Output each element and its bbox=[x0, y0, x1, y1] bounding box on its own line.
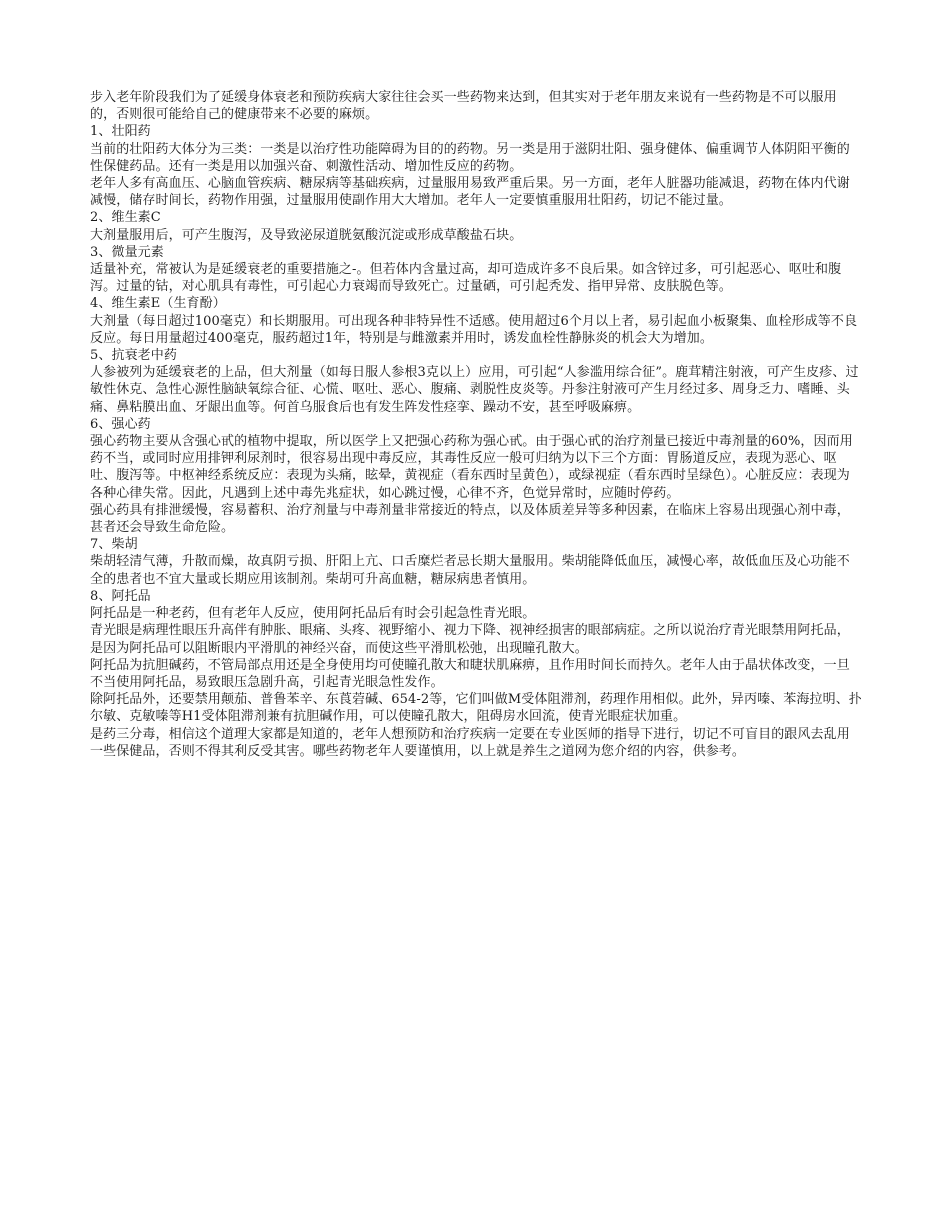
section-heading-aphrodisiacs: 1、壮阳药 bbox=[90, 124, 151, 140]
section-paragraph: 柴胡轻清气薄，升散而燥，故真阴亏损、肝阳上亢、口舌糜烂者忌长期大量服用。柴胡能降低血压，减慢心率，故低血压及心功能不全的患者也不宜大量或长期应用该制剂。柴胡可升高血糖，糖尿病患者慎用。 bbox=[90, 554, 850, 587]
section-heading-atropine: 8、阿托品 bbox=[90, 588, 151, 604]
section-paragraph: 强心药物主要从含强心甙的植物中提取，所以医学上又把强心药称为强心甙。由于强心甙的治疗剂量已接近中毒剂量的60%，因而用药不当，或同时应用排钾利尿剂时，很容易出现中毒反应，其毒性反应一般可归纳为以下三个方面：胃肠道反应，表现为恶心、呕吐、腹泻等。中枢神经系统反应：表现为头痛，眩晕，黄视症（看东西时呈黄色），或绿视症（看东西时呈绿色）。心脏反应：表现为各种心律失常。因此，凡遇到上述中毒先兆症状，如心跳过慢，心律不齐，色觉异常时，应随时停药。 bbox=[90, 434, 853, 501]
section-paragraph: 阿托品是一种老药，但有老年人反应，使用阿托品后有时会引起急性青光眼。 bbox=[90, 606, 536, 622]
section-heading-vitamin-e: 4、维生素E（生育酚） bbox=[90, 296, 226, 312]
section-paragraph: 人参被列为延缓衰老的上品，但大剂量（如每日服人参根3克以上）应用，可引起“人参滥用综合征”。鹿茸精注射液，可产生皮疹、过敏性休克、急性心源性脑缺氧综合征、心慌、呕吐、恶心、腹痛、剥脱性皮炎等。丹参注射液可产生月经过多、周身乏力、嗜睡、头痛、鼻粘膜出血、牙龈出血等。何首乌服食后也有发生阵发性痉挛、躁动不安，甚至呼吸麻痹。 bbox=[90, 365, 859, 415]
section-paragraph: 适量补充，常被认为是延缓衰老的重要措施之-。但若体内含量过高，却可造成许多不良后果。如含锌过多，可引起恶心、呕吐和腹泻。过量的钴，对心肌具有毒性，可引起心力衰竭而导致死亡。过量硒，可引起秃发、指甲异常、皮肤脱色等。 bbox=[90, 262, 842, 295]
section-paragraph: 老年人多有高血压、心脑血管疾病、糖尿病等基础疾病，过量服用易致严重后果。另一方面，老年人脏器功能减退，药物在体内代谢减慢，储存时间长，药物作用强，过量服用使副作用大大增加。老年人一定要慎重服用壮阳药，切记不能过量。 bbox=[90, 176, 850, 209]
section-paragraph: 强心药具有排泄缓慢，容易蓄积、治疗剂量与中毒剂量非常接近的特点，以及体质差异等多种因素，在临床上容易出现强心剂中毒，甚者还会导致生命危险。 bbox=[90, 502, 850, 536]
section-paragraph: 青光眼是病理性眼压升高伴有肿胀、眼痛、头疼、视野缩小、视力下降、视神经损害的眼部病症。之所以说治疗青光眼禁用阿托品，是因为阿托品可以阻断眼内平滑肌的神经兴奋，而使这些平滑肌松弛，出现瞳孔散大。 bbox=[90, 623, 850, 656]
section-heading-anti-aging-herbs: 5、抗衰老中药 bbox=[90, 348, 177, 364]
outro-paragraph: 是药三分毒，相信这个道理大家都是知道的，老年人想预防和治疗疾病一定要在专业医师的指导下进行，切记不可盲目的跟风去乱用一些保健品，否则不得其利反受其害。哪些药物老年人要谨慎用，以上就是养生之道网为您介绍的内容，供参考。 bbox=[90, 726, 850, 759]
section-paragraph: 大剂量服用后，可产生腹泻，及导致泌尿道胱氨酸沉淀或形成草酸盐石块。 bbox=[90, 227, 523, 243]
section-heading-cardiotonics: 6、强心药 bbox=[90, 416, 151, 432]
article-body bbox=[90, 89, 862, 760]
section-heading-trace-elements: 3、微量元素 bbox=[90, 244, 164, 260]
section-paragraph: 阿托品为抗胆碱药，不管局部点用还是全身使用均可使瞳孔散大和睫状肌麻痹，且作用时间长而持久。老年人由于晶状体改变，一旦不当使用阿托品，易致眼压急剧升高，引起青光眼急性发作。 bbox=[90, 657, 850, 690]
section-heading-vitamin-c: 2、维生素C bbox=[90, 210, 161, 226]
section-paragraph: 除阿托品外，还要禁用颠茄、普鲁苯辛、东莨菪碱、654-2等，它们叫做M受体阻滞剂，药理作用相似。此外，异丙嗪、苯海拉明、扑尔敏、克敏嗪等H1受体阻滞剂兼有抗胆碱作用，可以使瞳孔散大，阻碍房水回流，使青光眼症状加重。 bbox=[90, 692, 862, 725]
section-paragraph: 当前的壮阳药大体分为三类：一类是以治疗性功能障碍为目的的药物。另一类是用于滋阴壮阳、强身健体、偏重调节人体阴阳平衡的性保健药品。还有一类是用以加强兴奋、刺激性活动、增加性反应的药物。 bbox=[90, 141, 850, 174]
section-paragraph: 大剂量（每日超过100毫克）和长期服用。可出现各种非特异性不适感。使用超过6个月以上者，易引起血小板聚集、血栓形成等不良反应。每日用量超过400毫克，服药超过1年，特别是与雌激素并用时，诱发血栓性静脉炎的机会大为增加。 bbox=[90, 313, 858, 346]
intro-paragraph: 步入老年阶段我们为了延缓身体衰老和预防疾病大家往往会买一些药物来达到，但其实对于老年朋友来说有一些药物是不可以服用的，否则很可能给自己的健康带来不必要的麻烦。 bbox=[90, 90, 837, 123]
section-heading-bupleurum: 7、柴胡 bbox=[90, 537, 138, 553]
